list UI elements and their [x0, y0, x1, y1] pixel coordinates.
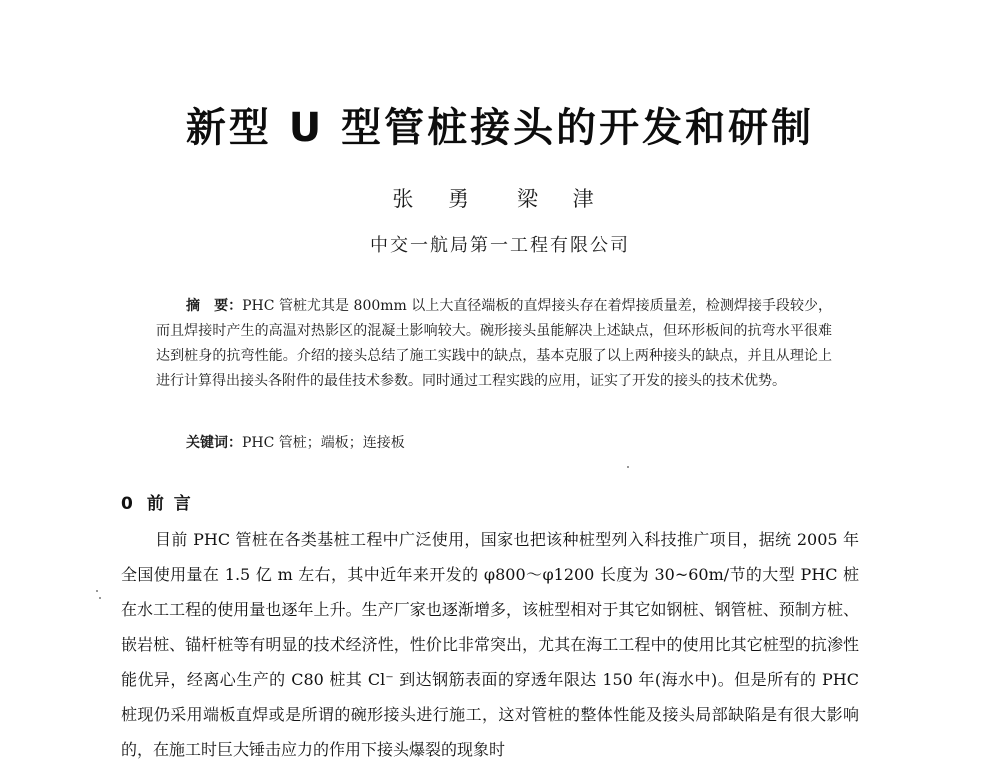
keywords: [186, 432, 405, 452]
section-number: 0: [121, 494, 135, 514]
paper-title: 新型 U 型管桩接头的开发和研制: [185, 105, 815, 151]
author-list: [0, 183, 1000, 213]
abstract-label: 摘 要：: [186, 298, 243, 314]
section-heading: [121, 489, 193, 514]
body-paragraph: 目前 PHC 管桩在各类基桩工程中广泛使用，国家也把该种桩型列入科技推广项目，据统 2005 年全国使用量在 1.5 亿 m 左右，其中近年来开发的 φ800～φ1200 长度为 30~60m/节的大型 PHC 桩在水工工程的使用量也逐年上升。生产厂家也逐渐增多，该桩型相对于其它如钢桩、钢管桩、预制方桩、嵌岩桩、锚杆桩等有明显的技术经济性，性价比非常突出，尤其在海工工程中的使用比其它桩型的抗渗性能优异，经离心生产的 C80 桩其 Cl⁻ 到达钢筋表面的穿透年限达 150 年(海水中)。但是所有的 PHC 桩现仍采用端板直焊或是所谓的碗形接头进行施工，这对管桩的整体性能及接头局部缺陷是有很大影响的，在施工时巨大锤击应力的作用下接头爆裂的现象时: [121, 530, 859, 759]
abstract: [156, 294, 832, 394]
scan-speck: [99, 597, 101, 599]
keywords-text: PHC 管桩；端板；连接板: [242, 435, 405, 451]
abstract-text: PHC 管桩尤其是 800mm 以上大直径端板的直焊接头存在着焊接质量差，检测焊接手段较少，而且焊接时产生的高温对热影区的混凝土影响较大。碗形接头虽能解决上述缺点，但环形板间的抗弯水平很难达到桩身的抗弯性能。介绍的接头总结了施工实践中的缺点，基本克服了以上两种接头的缺点，并且从理论上进行计算得出接头各附件的最佳技术参数。同时通过工程实践的应用，证实了开发的接头的技术优势。: [156, 298, 832, 389]
scan-speck: [96, 590, 98, 592]
author-name: 梁 津: [517, 187, 608, 211]
keywords-label: 关键词：: [186, 435, 242, 451]
author-name: 张 勇: [392, 187, 483, 211]
section-title: 前 言: [146, 494, 193, 514]
author-affiliation: 中交一航局第一工程有限公司: [370, 235, 630, 256]
scan-speck: [627, 466, 629, 468]
